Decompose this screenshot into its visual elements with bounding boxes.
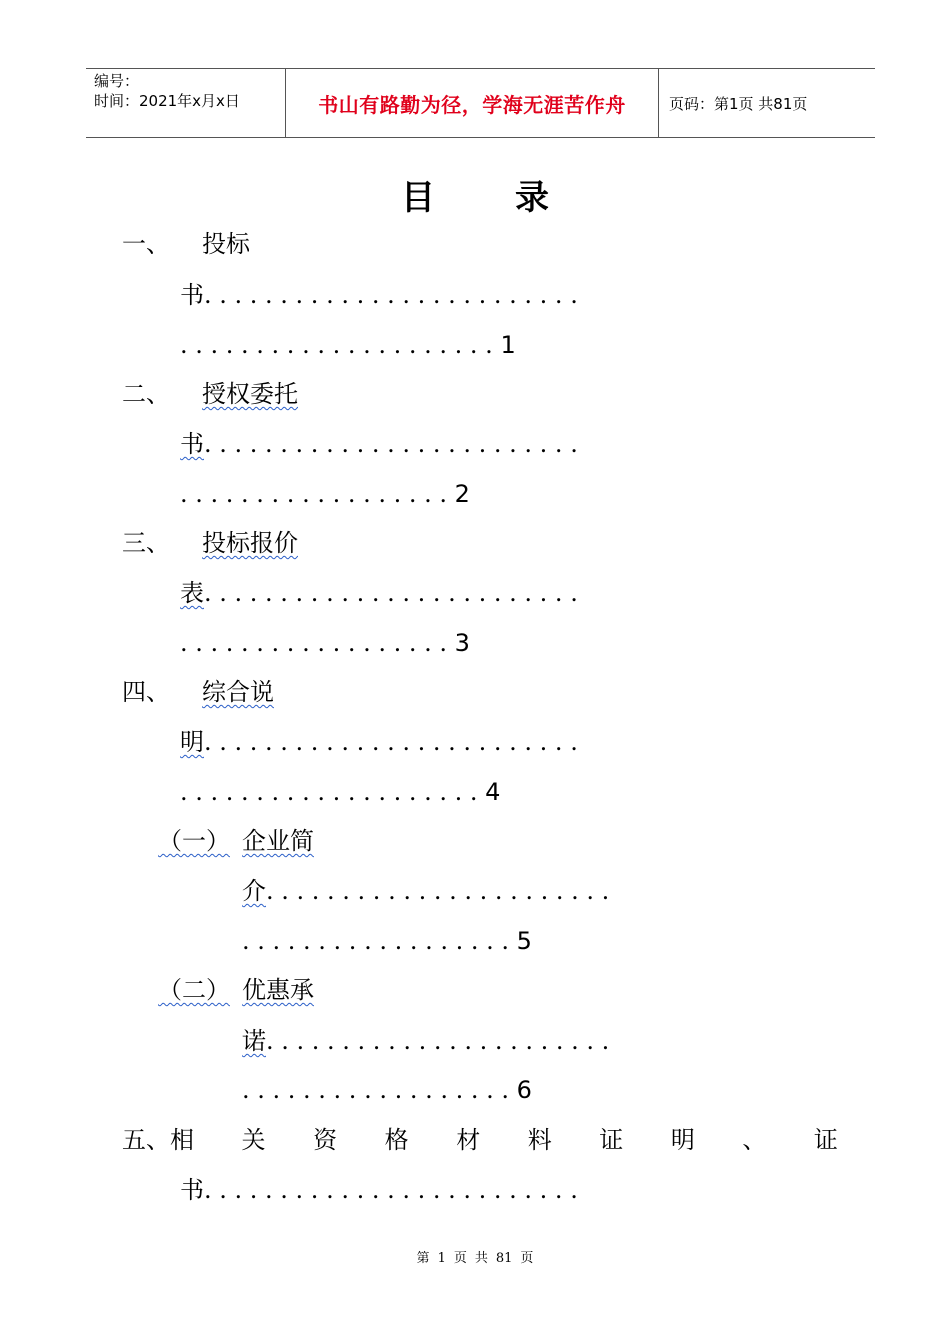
toc-subitem-2-leader: . . . . . . . . . . . . . . . . . . 6 (242, 1076, 532, 1104)
toc-item-3-heading[interactable] (122, 528, 298, 558)
footer-di: 第 (416, 1251, 430, 1266)
footer-ye: 页 (453, 1251, 467, 1266)
toc-subitem-2-heading[interactable] (158, 975, 314, 1005)
toc-item-3-cont-char: 表 (180, 579, 204, 607)
number-label: 编号： (94, 72, 140, 90)
toc-item-5-char: 证 (813, 1126, 838, 1154)
header-page-info: 页码：第1页 共81页 (669, 94, 808, 113)
toc-subitem-2-label: （二） (158, 976, 230, 1004)
toc-item-1-title: 投标 (202, 230, 250, 258)
toc-subitem-2-cont-char: 诺 (242, 1027, 266, 1055)
toc-item-5-char: 材 (456, 1126, 481, 1154)
title-char-2: 录 (515, 178, 549, 218)
toc-item-4-title: 综合说 (202, 678, 274, 706)
toc-item-4-heading[interactable] (122, 677, 274, 707)
toc-item-4-label: 四、 (122, 678, 170, 706)
toc-item-5-char: 格 (384, 1126, 409, 1154)
toc-item-5-char: 资 (313, 1126, 338, 1154)
toc-item-3-page: 3 (454, 629, 470, 657)
toc-item-5-heading[interactable] (122, 1125, 838, 1155)
page-footer (0, 1247, 950, 1266)
title-char-1: 目 (401, 178, 435, 218)
toc-item-3-cont[interactable]: 表. . . . . . . . . . . . . . . . . . . . . . . . . (180, 579, 578, 607)
toc-item-3-label: 三、 (122, 529, 170, 557)
toc-item-2-heading[interactable] (122, 379, 298, 409)
toc-item-2-leader: . . . . . . . . . . . . . . . . . . 2 (180, 480, 470, 508)
toc-item-1-cont-char: 书 (180, 281, 204, 309)
toc-item-1-page: 1 (500, 331, 516, 359)
toc-item-2-cont[interactable]: 书. . . . . . . . . . . . . . . . . . . . . . . . . (180, 430, 578, 458)
header-left-cell (86, 69, 286, 137)
toc-item-2-title: 授权委托 (202, 380, 298, 408)
toc-item-2-label: 二、 (122, 380, 170, 408)
time-label: 时间：2021年x月x日 (94, 92, 240, 110)
toc-subitem-1-heading[interactable] (158, 826, 314, 856)
toc-item-5-char: 证 (599, 1126, 624, 1154)
toc-subitem-1-page: 5 (516, 927, 532, 955)
footer-total-pages: 81 (495, 1251, 513, 1266)
toc-subitem-1-cont[interactable]: 介. . . . . . . . . . . . . . . . . . . . . . . (242, 877, 610, 905)
toc-item-5-char: 料 (527, 1126, 552, 1154)
toc-item-5-char: 、 (742, 1126, 767, 1154)
toc-item-1-label: 一、 (122, 230, 170, 258)
toc-item-4-cont-char: 明 (180, 728, 204, 756)
toc-item-3-leader: . . . . . . . . . . . . . . . . . . 3 (180, 629, 470, 657)
footer-gong: 共 (474, 1251, 488, 1266)
toc-item-4-cont[interactable]: 明. . . . . . . . . . . . . . . . . . . . . . . . . (180, 728, 578, 756)
toc-subitem-1-label: （一） (158, 827, 230, 855)
footer-ye2: 页 (520, 1251, 534, 1266)
toc-item-5-char: 关 (241, 1126, 266, 1154)
toc-item-3-title: 投标报价 (202, 529, 298, 557)
toc-subitem-2-page: 6 (516, 1076, 532, 1104)
toc-item-5-cont-char: 书 (180, 1176, 204, 1204)
toc-item-1-heading[interactable] (122, 229, 250, 259)
page-title (0, 170, 950, 219)
toc-item-2-page: 2 (454, 480, 470, 508)
toc-item-5-cont[interactable]: 书. . . . . . . . . . . . . . . . . . . . . . . . . (180, 1176, 578, 1204)
toc-item-4-leader: . . . . . . . . . . . . . . . . . . . . 4 (180, 778, 501, 806)
header-motto-cell (286, 69, 659, 137)
toc-subitem-1-cont-char: 介 (242, 877, 266, 905)
toc-subitem-1-title: 企业简 (242, 827, 314, 855)
toc-item-5-char: 明 (670, 1126, 695, 1154)
toc-item-2-cont-char: 书 (180, 430, 204, 458)
header-page-cell (659, 69, 875, 137)
toc-subitem-2-cont[interactable]: 诺. . . . . . . . . . . . . . . . . . . . . . . (242, 1027, 610, 1055)
toc-subitem-1-leader: . . . . . . . . . . . . . . . . . . 5 (242, 927, 532, 955)
toc-item-4-page: 4 (485, 778, 501, 806)
header-table (86, 68, 875, 138)
motto-text: 书山有路勤为径，学海无涯苦作舟 (318, 92, 626, 117)
toc-subitem-2-title: 优惠承 (242, 976, 314, 1004)
toc-item-1-cont[interactable]: 书. . . . . . . . . . . . . . . . . . . . . . . . . (180, 281, 578, 309)
toc-item-1-leader: . . . . . . . . . . . . . . . . . . . . . 1 (180, 331, 516, 359)
footer-page-number: 1 (437, 1251, 446, 1266)
toc-item-5-char: 五、相 (122, 1126, 194, 1154)
